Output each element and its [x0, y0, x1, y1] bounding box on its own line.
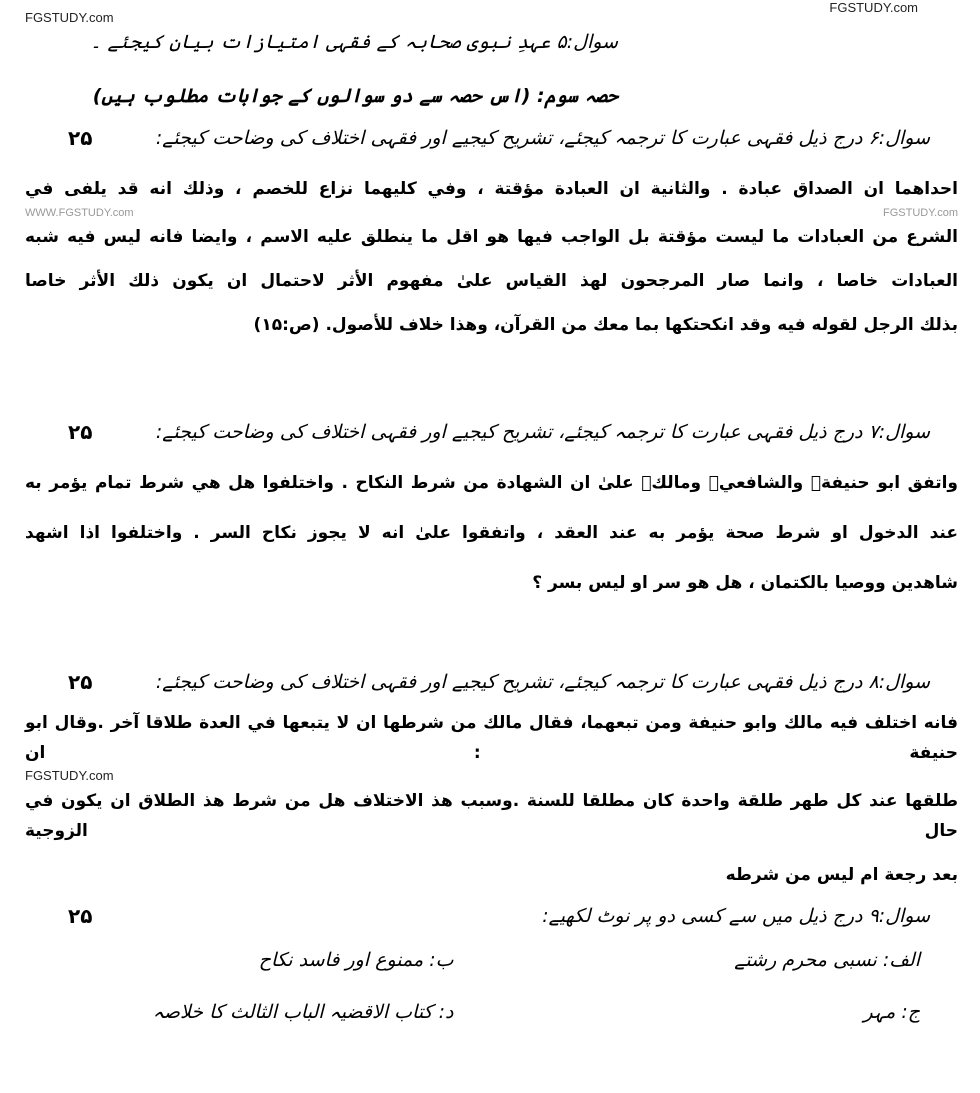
note-option-c: ج: مہر	[863, 1001, 920, 1023]
text-line: الشرع من العبادات ما ليست مؤقتة بل الواجب فيها هو اقل ما ينطلق عليه الاسم ، وايضا فانه ليس فيه شبه	[25, 227, 958, 247]
watermark: FGSTUDY.com	[883, 207, 958, 219]
marks: ۲۵	[68, 904, 93, 928]
section-heading: حصہ سوم: (اس حصہ سے دو سوالوں کے جوابات مطلوب ہیں)	[92, 85, 618, 107]
question-header: سوال:۸ درج ذیل فقہی عبارت کا ترجمہ کیجئے، تشریح کیجیے اور فقہی اختلاف کی وضاحت کیجئے:	[155, 671, 930, 693]
text-line: فانه اختلف فيه مالك وابو حنيفة ومن تبعهما، فقال مالك من شرطها ان لا يتبعها في العدة طلاقا آخر .وقال ابو حنيفة : ان	[25, 713, 958, 763]
question-7	[25, 418, 958, 598]
watermark-row	[25, 206, 958, 220]
text-line: عند الدخول او شرط صحة يؤمر به عند العقد ، واتفقوا علىٰ انه لا يجوز نكاح السر . واختلفوا اذا اشهد	[25, 523, 958, 543]
question-6	[25, 124, 958, 340]
text-line: واتفق ابو حنيفةؒ والشافعيؒ ومالكؒ علىٰ ان الشهادة من شرط النكاح . واختلفوا هل هي شرط تمام يؤمر به	[25, 473, 958, 493]
question-header: سوال:۷ درج ذیل فقہی عبارت کا ترجمہ کیجئے، تشریح کیجیے اور فقہی اختلاف کی وضاحت کیجئے:	[155, 421, 930, 443]
question-header-row	[25, 902, 958, 930]
watermark: FGSTUDY.com	[25, 10, 114, 25]
question-header: سوال:۹ درج ذیل میں سے کسی دو پر نوٹ لکھیے:	[542, 905, 930, 927]
text-line: العبادات خاصا ، وانما صار المرجحون لهذ القياس علىٰ مفهوم الأثر لاحتمال ان يكون ذلك الأثر خاصا	[25, 271, 958, 291]
text-line: بعد رجعة ام ليس من شرطه	[725, 865, 958, 885]
watermark: FGSTUDY.com	[25, 768, 114, 783]
watermark-row	[25, 0, 958, 25]
question-5: سوال:۵ عہدِ نبوی صحابہ کے فقہی امتیازات بیان کیجئے ۔	[90, 31, 618, 53]
text-line: طلقها عند كل طهر طلقة واحدة كان مطلقا للسنة .وسبب هذ الاختلاف هل من شرط هذ الطلاق ان يكون في حال الزوجية	[25, 791, 958, 841]
question-header-row	[25, 124, 958, 152]
question-8	[25, 668, 958, 890]
note-options	[25, 946, 958, 1026]
question-header-row	[25, 418, 958, 446]
marks: ۲۵	[68, 126, 93, 150]
note-option-b: ب: ممنوع اور فاسد نکاح	[258, 949, 454, 971]
marks: ۲۵	[68, 670, 93, 694]
question-header: سوال:۶ درج ذیل فقہی عبارت کا ترجمہ کیجئے، تشریح کیجیے اور فقہی اختلاف کی وضاحت کیجئے:	[155, 127, 930, 149]
marks: ۲۵	[68, 420, 93, 444]
watermark: FGSTUDY.com	[829, 0, 918, 15]
note-option-a: الف: نسبی محرم رشتے	[734, 949, 920, 971]
text-line: شاهدين ووصيا بالكتمان ، هل هو سر او ليس بسر ؟	[532, 573, 958, 593]
note-option-d: د: کتاب الاقضیہ الباب الثالث کا خلاصہ	[152, 1001, 454, 1023]
question-9	[25, 902, 958, 1026]
watermark: WWW.FGSTUDY.com	[25, 207, 134, 219]
watermark-row	[25, 768, 958, 784]
text-line: احداهما ان الصداق عبادة . والثانية ان العبادة مؤقتة ، وفي كليهما نزاع للخصم ، وذلك انه قد يلفى في	[25, 179, 958, 199]
text-line: بذلك الرجل لقوله فيه وقد انكحتكها بما معك من القرآن، وهذا خلاف للأصول. (ص:۱۵)	[253, 315, 958, 335]
question-header-row	[25, 668, 958, 696]
